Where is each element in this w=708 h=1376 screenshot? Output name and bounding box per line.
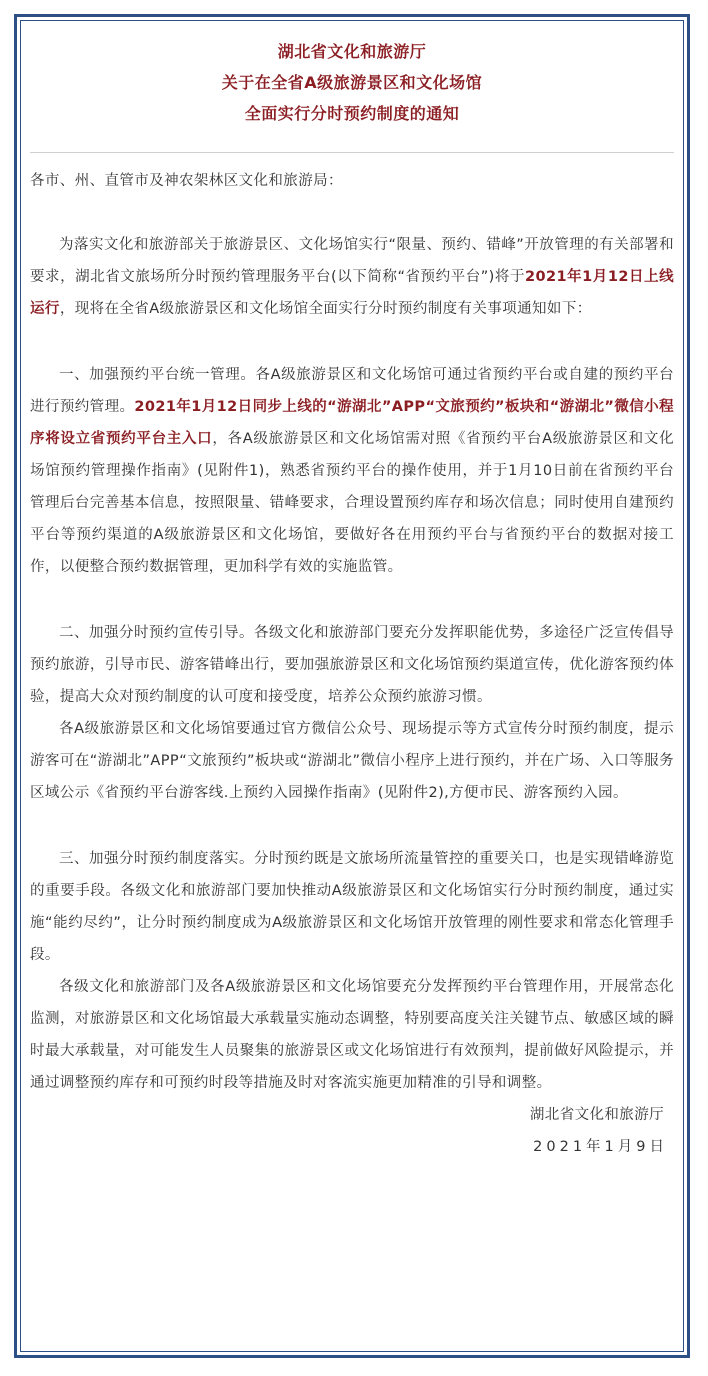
intro-text-b: ，现将在全省A级旅游景区和文化场馆全面实行分时预约制度有关事项通知如下：	[59, 301, 592, 317]
intro-highlight: 2021年1月12日上线运行	[30, 269, 674, 317]
issue-date: 2021年1月9日	[533, 1139, 668, 1155]
section-1-text-a: 一、加强预约平台统一管理。各A级旅游景区和文化场馆可通过省预约平台或自建的预约平台进行预约管理。	[30, 367, 674, 415]
issuer-signature: 湖北省文化和旅游厅	[529, 1107, 664, 1123]
title-line-1: 湖北省文化和旅游厅	[277, 42, 427, 61]
section-3-paragraph-1: 三、加强分时预约制度落实。分时预约既是文旅场所流量管控的重要关口，也是实现错峰游览的重要手段。各级文化和旅游部门要加快推动A级旅游景区和文化场馆实行分时预约制度，通过实施“能约尽约”，让分时预约制度成为A级旅游景区和文化场馆开放管理的刚性要求和常态化管理手段。	[30, 851, 674, 963]
section-2-paragraph-2: 各A级旅游景区和文化场馆要通过官方微信公众号、现场提示等方式宣传分时预约制度，提示游客可在“游湖北”APP“文旅预约”板块或“游湖北”微信小程序上进行预约，并在广场、入口等服务区域公示《省预约平台游客线.上预约入园操作指南》(见附件2),方便市民、游客预约入园。	[30, 721, 674, 801]
title-line-3: 全面实行分时预约制度的通知	[244, 104, 460, 123]
notice-document	[30, 28, 674, 1163]
title-line-2: 关于在全省A级旅游景区和文化场馆	[221, 73, 483, 92]
title-divider	[30, 152, 674, 153]
section-3-paragraph-2: 各级文化和旅游部门及各A级旅游景区和文化场馆要充分发挥预约平台管理作用，开展常态化监测，对旅游景区和文化场馆最大承载量实施动态调整，特别要高度关注关键节点、敏感区域的瞬时最大承载量，对可能发生人员聚集的旅游景区或文化场馆进行有效预判，提前做好风险提示，并通过调整预约库存和可预约时段等措施及时对客流实施更加精准的引导和调整。	[30, 979, 674, 1091]
intro-text-a: 为落实文化和旅游部关于旅游景区、文化场馆实行“限量、预约、错峰”开放管理的有关部署和要求，湖北省文旅场所分时预约管理服务平台(以下简称“省预约平台”)将于	[30, 237, 674, 285]
section-1-paragraph	[30, 359, 674, 583]
section-1-highlight: 2021年1月12日同步上线的“游湖北”APP“文旅预约”板块和“游湖北”微信小程序将设立省预约平台主入口	[30, 399, 674, 447]
notice-title	[30, 28, 674, 129]
salutation: 各市、州、直管市及神农架林区文化和旅游局：	[30, 173, 343, 189]
intro-paragraph	[30, 229, 674, 325]
section-2-paragraph-1: 二、加强分时预约宣传引导。各级文化和旅游部门要充分发挥职能优势，多途径广泛宣传倡导预约旅游，引导市民、游客错峰出行，要加强旅游景区和文化场馆预约渠道宣传，优化游客预约体验，提高大众对预约制度的认可度和接受度，培养公众预约旅游习惯。	[30, 625, 674, 705]
section-1-text-b: ，各A级旅游景区和文化场馆需对照《省预约平台A级旅游景区和文化场馆预约管理操作指南》(见附件1)，熟悉省预约平台的操作使用，并于1月10日前在省预约平台管理后台完善基本信息，按照限量、错峰要求，合理设置预约库存和场次信息；同时使用自建预约平台等预约渠道的A级旅游景区和文化场馆，要做好各在用预约平台与省预约平台的数据对接工作，以便整合预约数据管理，更加科学有效的实施监管。	[30, 431, 674, 575]
